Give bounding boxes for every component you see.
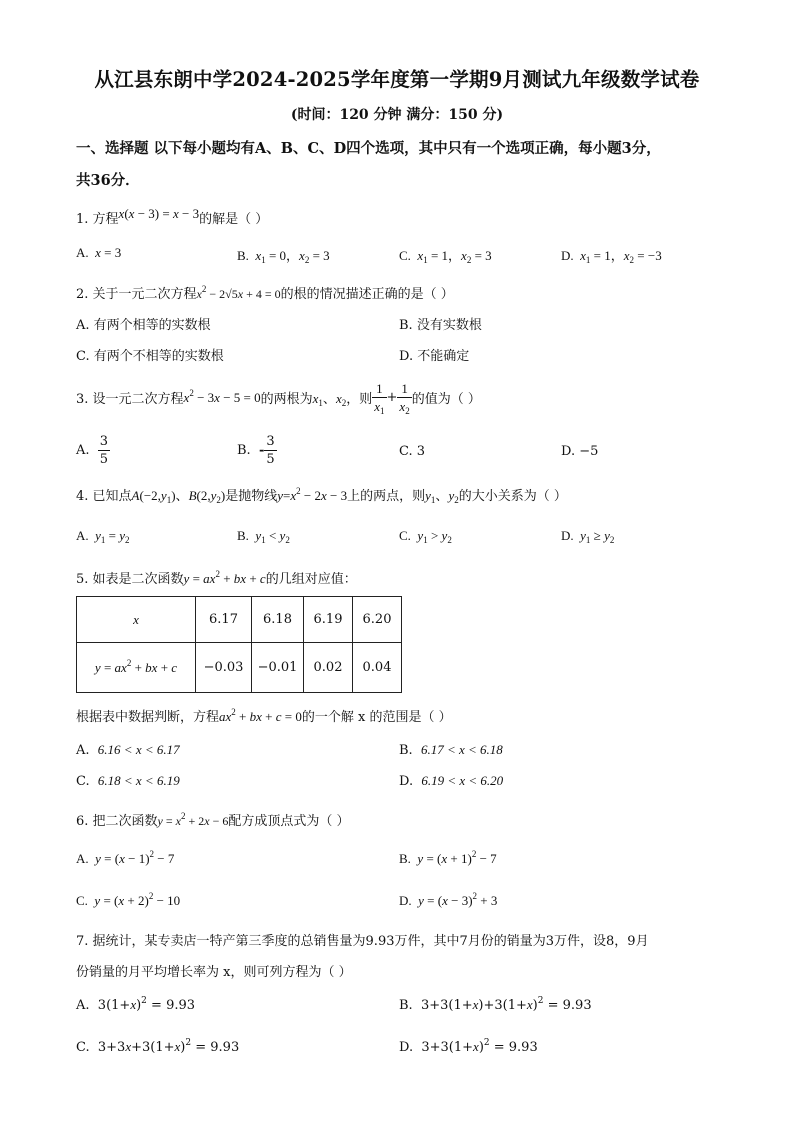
q6-option-c: C. $y = (x + 2)^2 - 10$ [76,891,181,908]
q2-option-c: C. 有两个不相等的实数根 [76,349,224,364]
q1-option-a: A. x = 3 [76,245,122,260]
table-cell-y: 0.02 [304,643,353,693]
question-5-tail: 的几组对应值： [265,572,357,587]
q6-option-a: A. $y = (x - 1)^2 - 7$ [76,849,175,866]
question-2-tail: 的根的情况描述正确的是（ ） [280,287,454,302]
q3-option-b: B. - $\frac{3}{5}$ [237,434,275,467]
question-4: 4. 已知点$A(-2,y_1)$、$B(2,y_2)$是抛物线$y=x^2 - 2x - 3$上的两点，则$y_1$、$y_2$的大小关系为（ ） [76,486,567,505]
q3-option-d: D. −5 [561,444,599,459]
q6-option-b: B. $y = (x + 1)^2 - 7$ [399,849,497,866]
q3-option-a: A. $\frac{3}{5}$ [76,434,109,467]
q1-option-d: D. $x_1 = 1$，$x_2 = -3$ [561,248,662,265]
table-cell-x: 6.17 [196,597,252,643]
question-3-roots: $x_1$、$x_2$，则 [312,391,373,408]
question-4-point-b: $B(2,y_2)$ [188,488,226,505]
table-cell-y: −0.03 [196,643,252,693]
question-3-mid: 的两根为 [260,392,313,407]
question-1-tail: 的解是（ ） [199,212,269,227]
q7-option-a: A. $3(1+x)^2 = 9.93$ [76,996,196,1013]
question-5-function: $y = ax^2$ + bx + c [183,569,266,586]
q7-option-b: B. $3+3(1+x)+3(1+x)^2 = 9.93$ [399,996,592,1013]
q4-option-c: C. $y_1 > y_2$ [399,528,452,545]
q5-option-d: D. 6.19 < x < 6.20 [399,773,504,789]
table-cell-y: −0.01 [252,643,304,693]
question-4-mid2: 上的两点，则 [347,489,426,504]
question-2-prefix: 2. 关于一元二次方程 [76,287,197,302]
table-header-y: $y = ax^2$ + bx + c [77,643,196,693]
q4-option-b: B. $y_1 < y_2$ [237,528,290,545]
question-6-tail: 配方成顶点式为（ ） [228,814,350,829]
q6-option-d: D. $y = (x - 3)^2 + 3$ [399,891,498,908]
q2-option-b: B. 没有实数根 [399,318,482,333]
q5-option-b: B. 6.17 < x < 6.18 [399,742,503,758]
table-cell-y: 0.04 [353,643,402,693]
table-cell-x: 6.20 [353,597,402,643]
question-3-prefix: 3. 设一元二次方程 [76,392,184,407]
question-5-followup [76,706,452,725]
question-2 [76,283,454,302]
question-3-fraction-2: $\frac{1}{x_2}$ [399,381,410,416]
exam-subtitle: (时间：120 分钟 满分：150 分) [290,107,504,123]
section-heading-line1: 一、选择题 以下每小题均有A、B、C、D四个选项，其中只有一个选项正确，每小题3分， [76,140,661,157]
question-1 [76,208,268,227]
question-7-line2: 份销量的月平均增长率为 x，则可列方程为（ ） [76,965,352,980]
q7-option-c: C. $3+3x+3(1+x)^2 = 9.93$ [76,1038,240,1055]
q4-option-a: A. $y_1 = y_2$ [76,528,130,545]
question-7-line1: 7. 据统计，某专卖店一特产第三季度的总销售量为9.93万件，其中7月份的销量为3万件，设8，9月 [76,934,649,949]
question-3: 3. 设一元二次方程$x^2 - 3x - 5 = 0$的两根为$x_1$、$x_2$，则 $\frac{1}{x_1}$ + $\frac{1}{x_2}$ 的值为（ ） [76,381,481,416]
q5-option-c: C. 6.18 < x < 6.19 [76,773,180,789]
question-6 [76,810,350,829]
question-6-prefix: 6. 把二次函数 [76,814,158,829]
table-header-x: x [77,597,196,643]
question-3-fraction-1: $\frac{1}{x_1}$ [374,381,385,416]
question-4-mid: 是抛物线 [225,489,278,504]
q4-option-d: D. $y_1 \ge y_2$ [561,528,615,545]
table-cell-x: 6.18 [252,597,304,643]
question-5-equation: $ax^2$ + bx + c = 0 [219,707,302,724]
question-4-tail: 的大小关系为（ ） [458,489,567,504]
q7-option-d: D. $3+3(1+x)^2 = 9.93$ [399,1038,538,1055]
q1-option-c: C. $x_1 = 1$，$x_2 = 3$ [399,248,492,265]
question-3-tail: 的值为（ ） [411,392,481,407]
question-5-followup-prefix: 根据表中数据判断，方程 [76,710,220,725]
q2-option-a: A. 有两个相等的实数根 [76,318,211,333]
question-4-point-a: $A(-2,y_1)$ [131,488,176,505]
question-1-prefix: 1. 方程 [76,212,119,227]
question-1-equation: x(x − 3) = x − 3 [118,206,200,221]
question-2-equation: $x^2 - 2√5x + 4 = 0$ [196,284,281,301]
question-6-function: $y = x^2 + 2x - 6$ [157,811,229,828]
question-5-followup-tail: 的一个解 x 的范围是（ ） [301,710,452,725]
q2-option-d: D. 不能确定 [399,349,470,364]
question-5 [76,568,357,587]
question-4-prefix: 4. 已知点 [76,489,132,504]
q1-option-b: B. $x_1 = 0$，$x_2 = 3$ [237,248,330,265]
value-table [76,596,402,693]
section-heading-line2: 共36分． [76,172,140,189]
question-4-parabola: $y=x^2 - 2x - 3$ [277,486,348,503]
q3-option-c: C. 3 [399,444,426,459]
q5-option-a: A. 6.16 < x < 6.17 [76,742,180,758]
question-5-prefix: 5. 如表是二次函数 [76,572,184,587]
exam-title: 从江县东朗中学2024-2025学年度第一学期9月测试九年级数学试卷 [94,68,700,91]
table-cell-x: 6.19 [304,597,353,643]
question-3-equation: $x^2 - 3x - 5 = 0$ [183,387,261,405]
